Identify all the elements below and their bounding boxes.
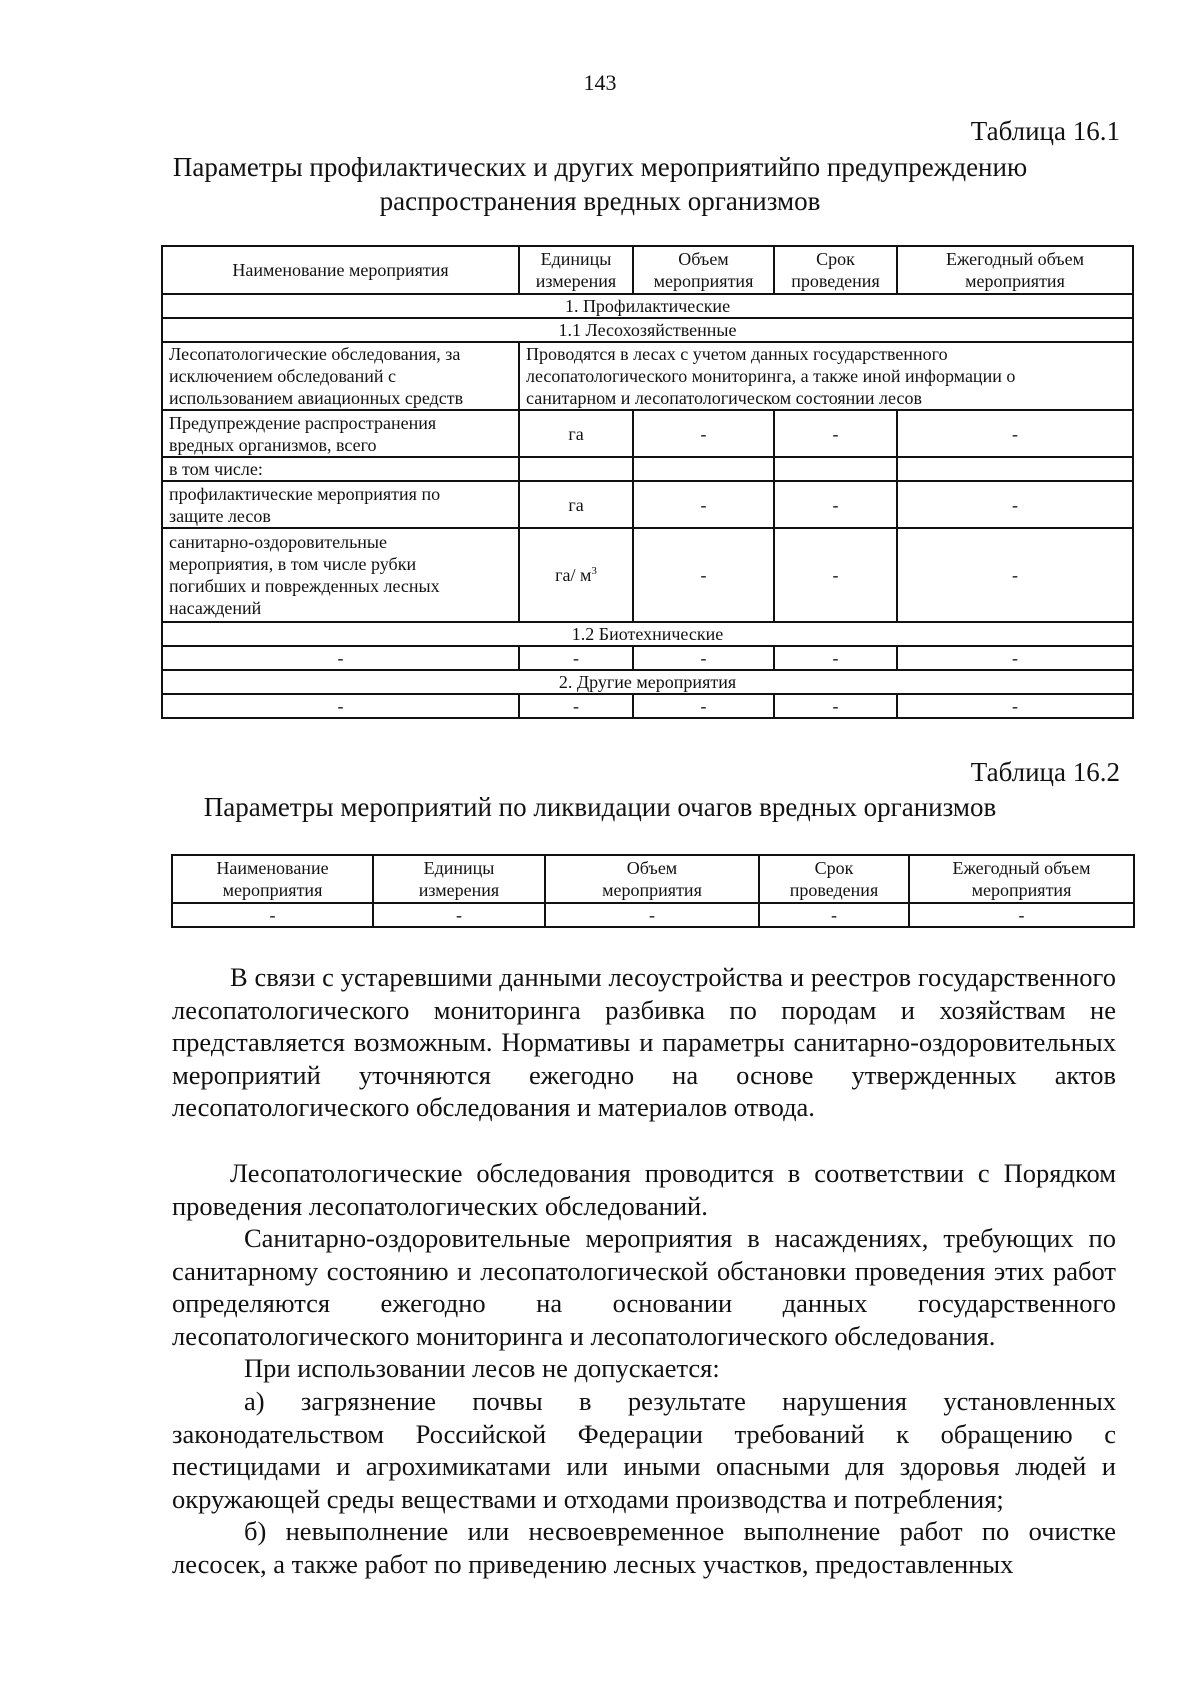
- unit-cell: -: [519, 694, 633, 718]
- header-units: [519, 246, 633, 294]
- volume-cell: -: [633, 481, 774, 528]
- header-volume-line-2: мероприятия: [653, 271, 754, 291]
- row-note-cell: [519, 342, 1133, 410]
- table-row: [162, 410, 1133, 457]
- header-annual: [897, 246, 1133, 294]
- unit-cell: [519, 528, 633, 622]
- header-volume-line-1: Объем: [626, 858, 678, 878]
- annual-cell: -: [897, 694, 1133, 718]
- table-row: [172, 903, 1134, 927]
- unit-cell: -: [373, 903, 545, 927]
- term-cell: -: [774, 646, 897, 670]
- subsection-heading: 1.1 Лесохозяйственные: [162, 318, 1133, 342]
- unit-cell: [519, 457, 633, 481]
- annual-cell: -: [897, 481, 1133, 528]
- volume-cell: -: [633, 694, 774, 718]
- term-cell: [774, 457, 897, 481]
- row-name-line: вредных организмов, всего: [169, 434, 377, 455]
- term-cell: -: [774, 528, 897, 622]
- paragraph-6: б) невыполнение или несвоевременное выполнение работ по очистке лесосек, а также работ по приведению лесных участков, предоставленных: [172, 1516, 1116, 1579]
- table-row: [162, 528, 1133, 622]
- term-cell: -: [774, 481, 897, 528]
- row-note-line: лесопатологического мониторинга, а также иной информации о: [526, 366, 1016, 386]
- header-term-line-2: проведения: [791, 271, 880, 291]
- row-name-line: погибших и поврежденных лесных: [169, 576, 440, 596]
- header-term: [774, 246, 897, 294]
- table-row: [162, 646, 1133, 670]
- header-name-line-1: Наименование: [216, 858, 329, 878]
- row-name-line: использованием авиационных средств: [169, 388, 464, 408]
- table-16-1-title-line-1: Параметры профилактических и других мероприятийпо предупреждению: [172, 152, 1028, 182]
- table-row: [162, 694, 1133, 718]
- table-16-2-header-row: [172, 855, 1134, 903]
- page-number: 143: [583, 70, 617, 95]
- annual-cell: [897, 457, 1133, 481]
- unit-cell: га: [519, 410, 633, 457]
- unit-cell: га: [519, 481, 633, 528]
- header-annual-line-1: Ежегодный объем: [952, 858, 1091, 878]
- volume-cell: -: [633, 528, 774, 622]
- section-heading: 1. Профилактические: [162, 294, 1133, 318]
- table-16-1-label: Таблица 16.1: [970, 116, 1120, 146]
- volume-cell: -: [633, 646, 774, 670]
- table-16-2: [171, 854, 1135, 928]
- paragraph-3: Санитарно-оздоровительные мероприятия в насаждениях, требующих по санитарному состоянию и лесопатологической обстановки проведения этих работ определяются ежегодно на основании данных государственного лесопатологического мониторинга и лесопатологического обследования.: [172, 1223, 1116, 1351]
- annual-cell: -: [909, 903, 1134, 927]
- section-heading: 2. Другие мероприятия: [162, 670, 1133, 694]
- header-units-line-2: измерения: [535, 271, 617, 291]
- header-volume: [633, 246, 774, 294]
- row-name-line: мероприятия, в том числе рубки: [169, 554, 417, 574]
- row-name-cell: [162, 342, 519, 410]
- row-note-line: санитарном и лесопатологическом состоянии лесов: [526, 388, 922, 408]
- table-row: [162, 457, 1133, 481]
- header-annual-line-2: мероприятия: [971, 880, 1072, 900]
- table-16-1-header-row: [162, 246, 1133, 294]
- volume-cell: [633, 457, 774, 481]
- header-volume-line-2: мероприятия: [602, 880, 702, 900]
- row-name-line: санитарно-оздоровительные: [169, 532, 388, 552]
- table-16-1-title-line-2: распространения вредных организмов: [379, 186, 821, 216]
- subsection-heading: 1.2 Биотехнические: [162, 622, 1133, 646]
- table-16-2-label: Таблица 16.2: [970, 757, 1120, 787]
- term-cell: -: [774, 694, 897, 718]
- header-units: [373, 855, 545, 903]
- header-term: [759, 855, 909, 903]
- unit-text: га/ м: [555, 565, 592, 585]
- row-name-cell: [162, 528, 519, 622]
- annual-cell: -: [897, 528, 1133, 622]
- paragraph-5: а) загрязнение почвы в результате нарушения установленных законодательством Российской Федерации требований к обращению с пестицидами и агрохимикатами или иными опасными для здоровья людей и окружающей среды веществами и отходами производства и потребления;: [172, 1386, 1116, 1514]
- header-name: [172, 855, 373, 903]
- header-annual-line-1: Ежегодный объем: [945, 249, 1084, 269]
- row-name-cell: в том числе:: [162, 457, 519, 481]
- annual-cell: -: [897, 646, 1133, 670]
- annual-cell: -: [897, 410, 1133, 457]
- table-16-1: [161, 245, 1134, 719]
- row-name-line: исключением обследований с: [169, 366, 396, 386]
- header-term-line-1: Срок: [814, 858, 854, 878]
- table-row: [162, 318, 1133, 342]
- header-term-line-2: проведения: [789, 880, 879, 900]
- name-cell: -: [172, 903, 373, 927]
- volume-cell: -: [545, 903, 759, 927]
- unit-cell: -: [519, 646, 633, 670]
- table-row: [162, 622, 1133, 646]
- row-name-line: профилактические мероприятия по: [169, 483, 441, 504]
- header-name-line-2: мероприятия: [222, 880, 323, 900]
- row-name-line: насаждений: [169, 598, 262, 618]
- table-row: [162, 670, 1133, 694]
- row-note-line: Проводятся в лесах с учетом данных государственного: [526, 344, 948, 364]
- row-name-line: Лесопатологические обследования, за: [169, 344, 461, 364]
- paragraph-1: В связи с устаревшими данными лесоустройства и реестров государственного лесопатологического мониторинга разбивка по породам и хозяйствам не представляется возможным. Нормативы и параметры санитарно-оздоровительных мероприятий уточняются ежегодно на основе утвержденных актов лесопатологического обследования и материалов отвода.: [172, 962, 1116, 1122]
- header-units-line-1: Единицы: [423, 858, 495, 878]
- name-cell: -: [162, 646, 519, 670]
- unit-superscript: 3: [591, 565, 597, 577]
- paragraph-2: Лесопатологические обследования проводится в соответствии с Порядком проведения лесопатологических обследований.: [172, 1158, 1116, 1221]
- term-cell: -: [759, 903, 909, 927]
- row-name-cell: [162, 410, 519, 457]
- header-name: Наименование мероприятия: [162, 246, 519, 294]
- row-name-cell: [162, 481, 519, 528]
- table-row: [162, 481, 1133, 528]
- paragraph-4: При использовании лесов не допускается:: [244, 1353, 720, 1383]
- table-row: [162, 342, 1133, 410]
- table-16-2-title: Параметры мероприятий по ликвидации очагов вредных организмов: [203, 792, 997, 822]
- table-16-1-title: [120, 150, 1080, 218]
- header-volume: [545, 855, 759, 903]
- table-row: [162, 294, 1133, 318]
- name-cell: -: [162, 694, 519, 718]
- volume-cell: -: [633, 410, 774, 457]
- header-term-line-1: Срок: [816, 249, 855, 269]
- row-name-line: Предупреждение распространения: [169, 412, 437, 433]
- header-annual-line-2: мероприятия: [965, 271, 1065, 291]
- header-volume-line-1: Объем: [678, 249, 729, 269]
- term-cell: -: [774, 410, 897, 457]
- header-units-line-2: измерения: [418, 880, 500, 900]
- header-units-line-1: Единицы: [540, 249, 612, 269]
- row-name-line: защите лесов: [169, 505, 271, 526]
- header-annual: [909, 855, 1134, 903]
